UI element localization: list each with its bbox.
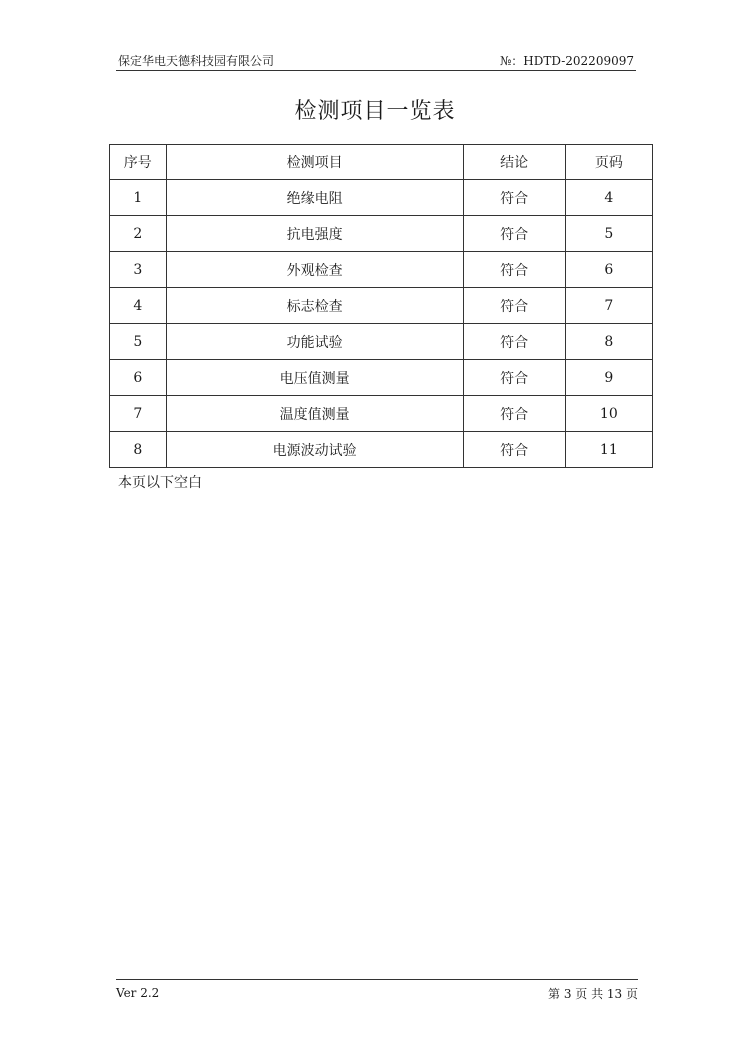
version-label: Ver 2.2 <box>116 986 160 1000</box>
table-row <box>110 252 653 288</box>
row-item: 标志检查 <box>166 288 463 324</box>
table-row <box>110 432 653 468</box>
row-page: 5 <box>565 216 652 252</box>
row-page: 8 <box>565 324 652 360</box>
row-item: 温度值测量 <box>166 396 463 432</box>
column-header-page: 页码 <box>565 145 652 180</box>
page-title: 检测项目一览表 <box>294 99 456 124</box>
table-row <box>110 180 653 216</box>
page-number: 第 3 页 共 13 页 <box>548 987 638 1001</box>
row-item: 外观检查 <box>166 252 463 288</box>
table-row <box>110 288 653 324</box>
table-row <box>110 324 653 360</box>
table-row <box>110 396 653 432</box>
row-number: 1 <box>110 180 167 216</box>
row-number: 4 <box>110 288 167 324</box>
row-result: 符合 <box>463 432 565 468</box>
row-result: 符合 <box>463 252 565 288</box>
row-item: 抗电强度 <box>166 216 463 252</box>
row-result: 符合 <box>463 360 565 396</box>
column-header-result: 结论 <box>463 145 565 180</box>
row-item: 功能试验 <box>166 324 463 360</box>
blank-page-note: 本页以下空白 <box>118 475 202 491</box>
row-result: 符合 <box>463 324 565 360</box>
row-number: 2 <box>110 216 167 252</box>
row-item: 电压值测量 <box>166 360 463 396</box>
row-result: 符合 <box>463 216 565 252</box>
row-item: 电源波动试验 <box>166 432 463 468</box>
row-result: 符合 <box>463 288 565 324</box>
row-page: 10 <box>565 396 652 432</box>
row-number: 8 <box>110 432 167 468</box>
row-page: 7 <box>565 288 652 324</box>
table-row <box>110 216 653 252</box>
row-page: 4 <box>565 180 652 216</box>
row-page: 9 <box>565 360 652 396</box>
row-page: 6 <box>565 252 652 288</box>
document-number: №：HDTD-202209097 <box>499 54 634 68</box>
row-number: 3 <box>110 252 167 288</box>
row-number: 6 <box>110 360 167 396</box>
page-footer <box>116 979 638 1006</box>
row-item: 绝缘电阻 <box>166 180 463 216</box>
column-header-number: 序号 <box>110 145 167 180</box>
column-header-item: 检测项目 <box>166 145 463 180</box>
row-result: 符合 <box>463 396 565 432</box>
table-row <box>110 360 653 396</box>
inspection-items-table <box>109 144 653 468</box>
page-header <box>116 50 636 71</box>
row-page: 11 <box>565 432 652 468</box>
row-result: 符合 <box>463 180 565 216</box>
company-name: 保定华电天德科技园有限公司 <box>118 54 275 68</box>
row-number: 5 <box>110 324 167 360</box>
row-number: 7 <box>110 396 167 432</box>
table-header-row <box>110 145 653 180</box>
